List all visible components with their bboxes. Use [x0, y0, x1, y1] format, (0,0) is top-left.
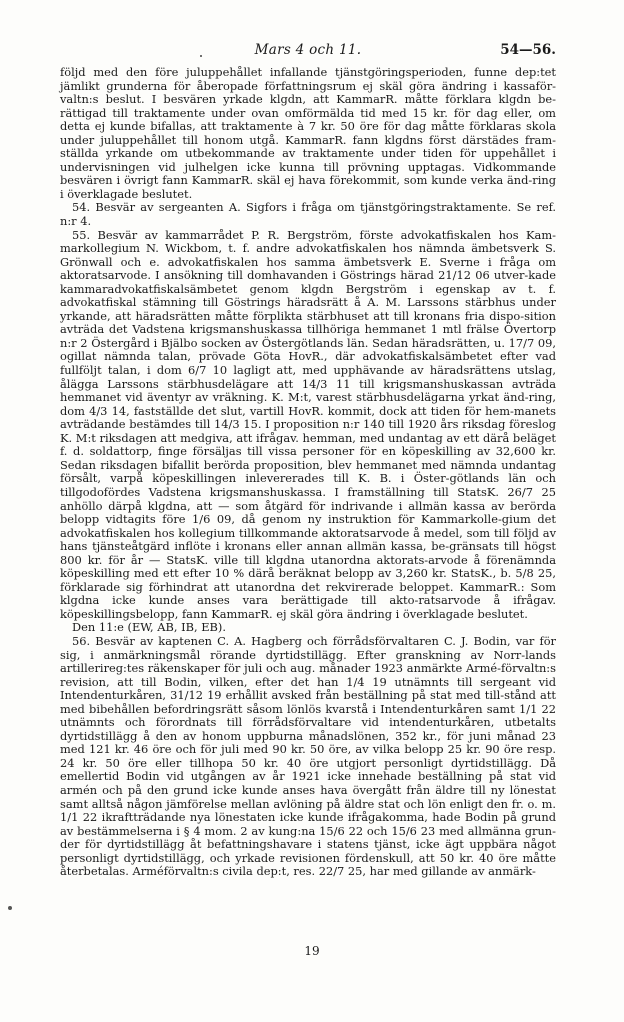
running-page-range: 54—56.	[500, 42, 556, 58]
margin-speck	[8, 906, 12, 910]
running-title: Mars 4 och 11.	[254, 42, 362, 58]
page-number: 19	[304, 944, 320, 958]
paragraph-54: 54. Besvär av sergeanten A. Sigfors i fråga om tjänstgöringstraktamente. Se ref. n:r 4.	[60, 200, 556, 229]
date-heading: Den 11:e (EW, AB, IB, EB).	[72, 620, 226, 635]
paragraph-55: 55. Besvär av kammarrådet P. R. Bergström, förste advokatfiskalen hos Kam-markollegium N. Wickbom, t. f. andre advokatfiskalen hos nämnda ämbetsverk S. Grönwall och e. advokatfiskalen hos samma ämbetsverk E. Sverne i fråga om aktoratsarvode. I ansökning till domhavanden i Göstrings härad 21/12 06 utver-kade kammaradvokatfiskalsämbetet genom klgdn Bergström i egenskap av t. f. advokatfiskal stämning till Göstrings häradsrätt å A. M. Larssons stärbhus under yrkande, att häradsrätten måtte förpliktа stärbhuset att till kronans fria dispo-sition avträda det Vadstena krigsmanshuskassa tillhöriga hemmanet 1 mtl frälse Övertorp n:r 2 Östergård i Bjälbo socken av Östergötlands län. Sedan häradsrätten, u. 17/7 09, ogillat nämnda talan, prövade Göta HovR., där advokatfiskalsämbetet efter vad fullföljt talan, i dom 6/7 10 lagligt att, med upphävande av häradsrättens utslag, ålägga Larssons stärbhusdelägare att 14/3 11 till krigsmanshuskassan avträda hemmanet vid äventyr av vräkning. K. M:t, varest stärbhusdelägarna yrkat änd-ring, dom 4/3 14, fastställde det slut, vartill HovR. kommit, dock att tiden för hem-manets avträdande bestämdes till 14/3 15. I proposition n:r 140 till 1920 års riksdag föreslog K. M:t riksdagen att medgiva, att ifrågav. hemman, med undantag av ett därå beläget f. d. soldattorp, finge försäljas till vissa personer för en köpeskilling av 32,600 kr. Sedan riksdagen bifallit berörda proposition, blev hemmanet med nämnda undantag försålt, varpå köpeskillingen inlevererades till K. B. i Öster-götlands län och tillgodofördes Vadstena krigsmanshuskassa. I framställning till StatsK. 26/7 25 anhöllo därpå klgdna, att — som åtgärd för indrivande i allmän kassa av berörda belopp vidtagits före 1/6 09, då genom ny instruktion för Kammarkolle-gium det advokatfiskalen hos kollegium tillkommande aktoratsarvode å medel, som till följd av hans tjänsteåtgärd inflöte i kronans eller annan allmän kassa, be-gränsats till högst 800 kr. för år — StatsK. ville till klgdna utanordna aktorats-arvode å förenämnda köpeskilling med ett efter 10 % därå beräknat belopp av 3,260 kr. StatsK., b. 5/8 25, förklarade sig förhindrat att utanordna det rekvirerade beloppet. KammarR.: Som klgdna icke kunde anses vara berättigade till akto-ratsarvode å ifrågav. köpeskillingsbelopp, fann KammarR. ej skäl göra ändring i överklagade beslutet.	[60, 227, 556, 621]
paragraph-56: 56. Besvär av kaptenen C. A. Hagberg och förrådsförvaltaren C. J. Bodin, var för sig, i anmärkningsmål rörande dyrtidstillägg. Efter granskning av Norr-lands artillerireg:tes räkenskaper för juli och aug. månader 1923 anmärkte Armé-förvaltn:s revision, att till Bodin, vilken, efter det han 1/4 19 utnämnts till sergeant vid Intendenturkåren, 31/12 19 erhållit avsked från beställning på stat med till-stånd att med bibehållen befordringsrätt såsom lönlös kvarstå i Intendenturkåren samt 1/1 22 utnämnts och förordnats till förrådsförvaltare vid intendenturkåren, utbetalts dyrtidstillägg å den av honom uppburna månadslönen, 352 kr., för juni månad 23 med 121 kr. 46 öre och för juli med 90 kr. 50 öre, av vilka belopp 25 kr. 90 öre resp. 24 kr. 50 öre eller tillhopa 50 kr. 40 öre utgjort personligt dyrtidstillägg. Då emellertid Bodin vid utgången av år 1921 icke innehade beställning på stat vid armén och på den grund icke kunde anses hava övergått från äldre till ny lönestat samt alltså någon jämförelse mellan avlöning på äldre stat och lön enligt den fr. o. m. 1/1 22 ikraftträdande nya lönestaten icke kunde ifrågakomma, hade Bodin på grund av bestämmelserna i § 4 mom. 2 av kung:na 15/6 22 och 15/6 23 med allmänna grun-der för dyrtidstillägg åt befattningshavare i statens tjänst, icke ägt uppbära något personligt dyrtidstillägg, och yrkade revisionen fördenskull, att 50 kr. 40 öre måtte återbetalas. Arméförvaltn:s civila dep:t, res. 22/7 25, har med gillande av anmärk-	[60, 633, 556, 879]
paragraph-continuation: följd med den före juluppehållet infallande tjänstgöringsperioden, funne dep:tet jämlikt grunderna för åberopade författningsrum ej skäl göra ändring i kassaför-valtn:s beslut. I besvären yrkade klgdn, att KammarR. måtte förklara klgdn be-rättigad till traktamente under ovan omförmälda tid med 15 kr. för dag eller, om detta ej kunde bifallas, att traktamente à 7 kr. 50 öre för dag måtte förklaras skola under juluppehållet till honom utgå. KammarR. fann klgdns först därstädes fram-ställda yrkande om utbekommande av traktamente under tiden för uppehållet i undervisningen vid julhelgen icke kunna till prövning upptagas. Vidkommande besvären i övrigt fann KammarR. skäl ej hava förekommit, som kunde verka änd-ring i överklagade beslutet.	[60, 65, 556, 201]
running-head	[60, 42, 556, 62]
body-text	[60, 66, 556, 879]
